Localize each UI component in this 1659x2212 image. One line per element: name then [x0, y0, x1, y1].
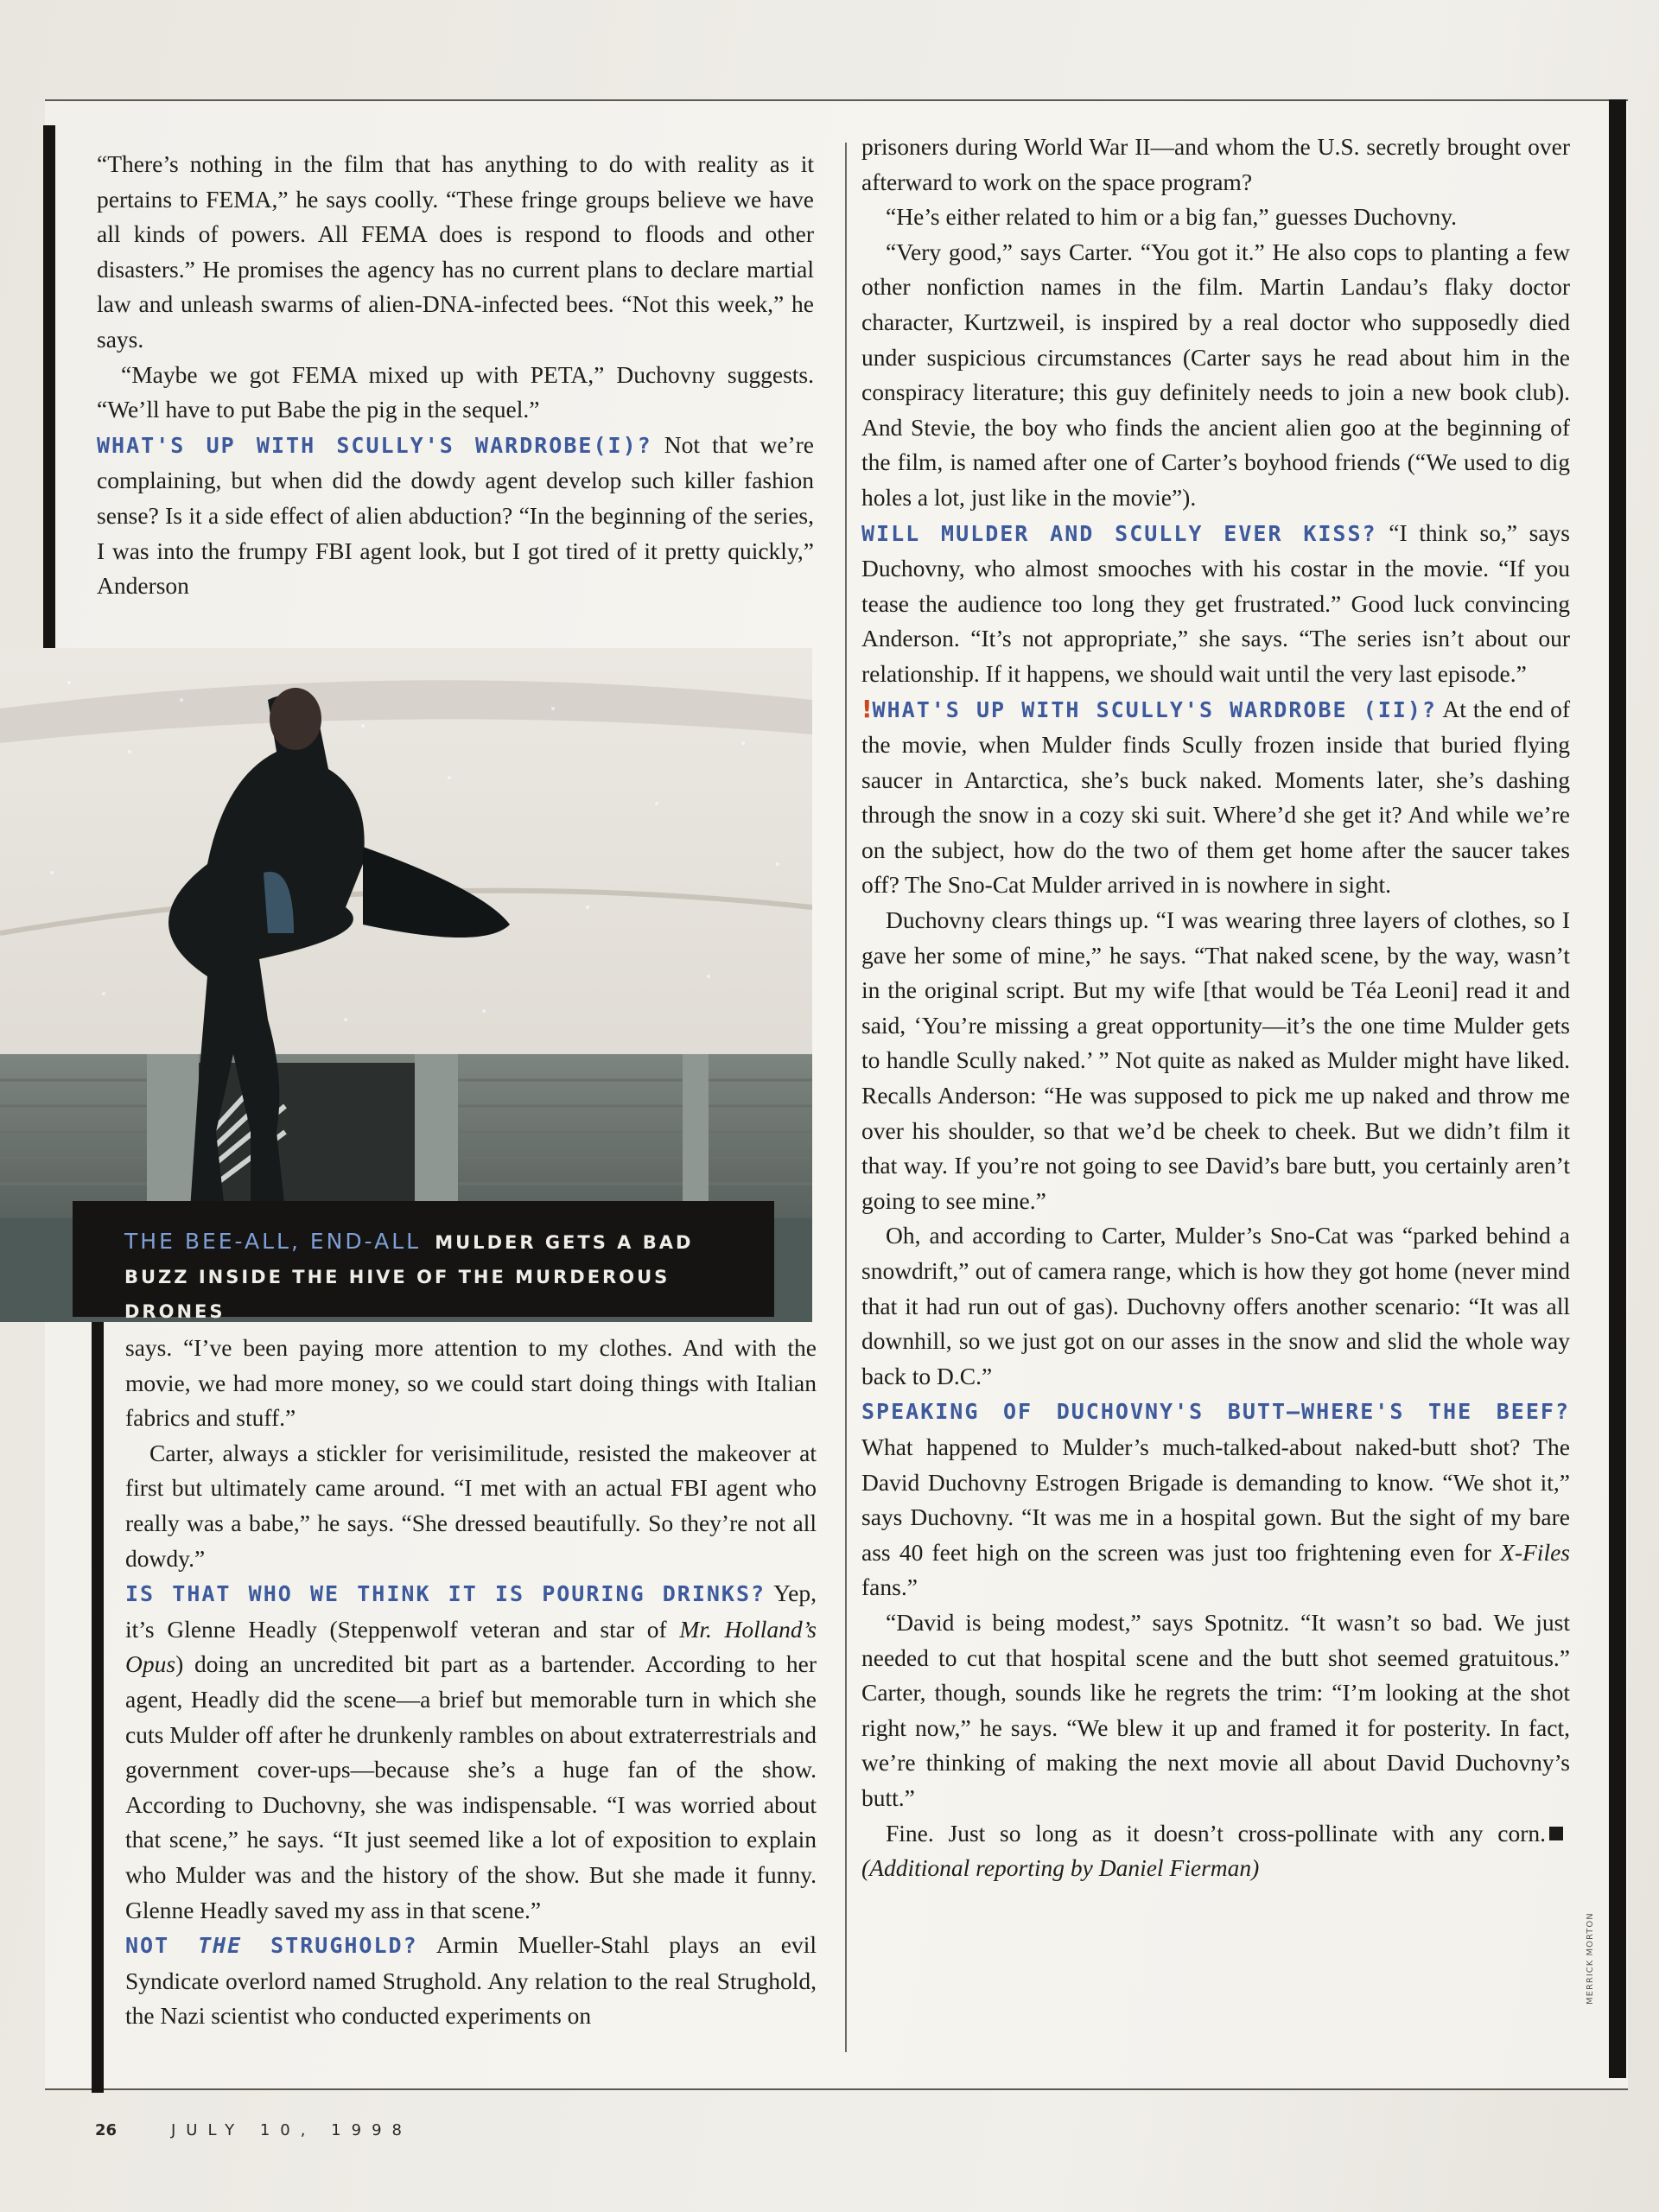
right-rule — [1609, 99, 1626, 2078]
caption-title: THE BEE-ALL, END-ALL — [124, 1229, 422, 1254]
paragraph-text: Yep, it’s Glenne Headly (Steppenwolf veteran and star of — [125, 1580, 817, 1643]
section-heading: WHAT'S UP WITH SCULLY'S WARDROBE (II)? — [872, 696, 1437, 722]
paragraph: Oh, and according to Carter, Mulder’s Sno-Cat was “parked behind a snowdrift,” out of camera range, which is how they got home (never mind that it had run out of gas). Duchovny offers another scenario: “It was all downhill, so we just got on our asses in the snow and slid the whole way back to D.C.” — [861, 1222, 1570, 1389]
section-heading: SPEAKING OF DUCHOVNY'S BUTT—WHERE'S THE BEEF? — [861, 1399, 1570, 1425]
paragraph-text: What happened to Mulder’s much-talked-about naked-butt shot? The David Duchovny Estrogen Brigade is demanding to know. “We shot it,” says Duchovny. “It was me in a hospital gown. But the sight of my bare ass 40 feet high on the screen was just too frightening even for — [861, 1433, 1570, 1566]
reporting-credit: (Additional reporting by Daniel Fierman) — [861, 1854, 1260, 1882]
section-heading: WHAT'S UP WITH SCULLY'S WARDROBE(I)? — [97, 432, 652, 458]
left-column-bottom — [125, 1331, 817, 2034]
heading-part: STRUGHOLD? — [242, 1933, 418, 1959]
paragraph: “David is being modest,” says Spotnitz. “It wasn’t so bad. We just needed to cut that hospital scene and the butt shot seemed gratuitous.” Carter, though, sounds like he regrets the trim: “I’m looking at the shot right now,” he says. “We blew it up and framed it for posterity. In fact, we’re thinking of making the next movie all about David Duchovny’s butt.” — [861, 1608, 1570, 1811]
paragraph-text: Not that we’re complaining, but when did the dowdy agent develop such killer fashion sense? Is it a side effect of alien abduction? “In the beginning of the series, I was into the frumpy FBI agent look, but I got tired of it pretty quickly,” Anderson — [97, 430, 814, 600]
section-heading: IS THAT WHO WE THINK IT IS POURING DRINKS? — [125, 1581, 766, 1607]
italic-title: Mr. Holland’s Opus — [125, 1615, 817, 1678]
paragraph — [125, 1928, 817, 2034]
right-column — [861, 130, 1570, 1886]
paragraph: “He’s either related to him or a big fan,” guesses Duchovny. — [886, 203, 1458, 231]
left-rule-top — [43, 125, 55, 661]
paragraph: “There’s nothing in the film that has anything to do with reality as it pertains to FEMA,” he says coolly. “These fringe groups believe we have all kinds of powers. All FEMA does is respond to floods and other disasters.” He promises the agency has no current plans to declare martial law and unleash swarms of alien-DNA-infected bees. “Not this week,” he says. — [97, 150, 814, 353]
paragraph — [861, 516, 1570, 692]
paragraph-text: Fine. Just so long as it doesn’t cross-pollinate with any corn. — [886, 1819, 1546, 1847]
paragraph-text: At the end of the movie, when Mulder finds Scully frozen inside that buried flying saucer in Antarctica, she’s buck naked. Moments later, she’s dashing through the snow in a cozy ski suit. Where’d she get it? And while we’re on the subject, how do the two of them get home after the saucer takes off? The Sno-Cat Mulder arrived in is nowhere in sight. — [861, 695, 1570, 899]
heading-part: NOT — [125, 1933, 199, 1959]
photo-caption — [73, 1201, 774, 1322]
paragraph: Carter, always a stickler for verisimilitude, resisted the makeover at first but ultimately came around. “I met with an actual FBI agent who really was a babe,” he says. “She dressed beautifully. So they’re not all dowdy.” — [125, 1439, 817, 1572]
heading-italic: THE — [198, 1933, 243, 1959]
paragraph — [125, 1576, 817, 1928]
italic-title: X-Files — [1500, 1538, 1570, 1566]
paragraph — [97, 428, 814, 604]
column-divider — [845, 143, 847, 2052]
paragraph: “Maybe we got FEMA mixed up with PETA,” Duchovny suggests. “We’ll have to put Babe the pig in the sequel.” — [97, 360, 814, 423]
paragraph — [861, 692, 1570, 904]
paragraph: “Very good,” says Carter. “You got it.” He also cops to planting a few other nonfiction names in the film. Martin Landau’s flaky doctor character, Kurtzweil, is inspired by a real doctor who supposedly died under suspicious circumstances (Carter says he read about him in the conspiracy literature; this guy definitely needs to join a new book club). And Stevie, the boy who finds the ancient alien goo at the beginning of the film, is named after one of Carter’s boyhood friends (“We used to dig holes a lot, just like in the movie”). — [861, 238, 1570, 511]
left-rule-bottom — [92, 1306, 104, 2093]
paragraph-text: fans.” — [861, 1573, 918, 1601]
left-column-top — [97, 147, 814, 604]
paragraph: Duchovny clears things up. “I was wearing three layers of clothes, so I gave her some of mine,” he says. “That naked scene, by the way, wasn’t in the original script. But my wife [that would be Téa Leoni] read it and said, ‘You’re missing a great opportunity—it’s the one time Mulder gets to handle Scully naked.’ ” Not quite as naked as Mulder might have liked. Recalls Anderson: “He was supposed to pick me up naked and throw me over his shoulder, so that we’d be cheek to cheek. But we didn’t film it that way. If you’re not going to see David’s bare butt, you certainly aren’t going to see mine.” — [861, 906, 1570, 1214]
photo-credit: MERRICK MORTON — [1586, 1912, 1595, 2005]
caption-line: BUZZ INSIDE THE HIVE OF THE MURDEROUS DRONES — [124, 1267, 671, 1322]
paragraph: prisoners during World War II—and whom the U.S. secretly brought over afterward to work on the space program? — [861, 133, 1570, 195]
caption-line: MULDER GETS A BAD — [435, 1232, 694, 1253]
page-number: 26 — [95, 2121, 118, 2139]
paragraph-text: ) doing an uncredited bit part as a bartender. According to her agent, Headly did the scene—a brief but memorable turn in which she cuts Mulder off after he drunkenly rambles on about extraterrestrials and government cover-ups—because she’s a huge fan of the show. According to Duchovny, she was indispensable. “I was worried about that scene,” he says. “It just seemed like a lot of exposition to explain who Mulder was and the history of the show. But she made it funny. Glenne Headly saved my ass in that scene.” — [125, 1650, 817, 1923]
section-heading — [125, 1933, 418, 1958]
paragraph: says. “I’ve been paying more attention to my clothes. And with the movie, we had more money, so we could start doing things with Italian fabrics and stuff.” — [125, 1334, 817, 1432]
paragraph-text: Armin Mueller-Stahl plays an evil Syndicate overlord named Strughold. Any relation to the real Strughold, the Nazi scientist who conducted experiments on — [125, 1931, 817, 2030]
exclamation-mark: ! — [861, 695, 873, 723]
paragraph — [861, 1816, 1570, 1886]
section-heading: WILL MULDER AND SCULLY EVER KISS? — [861, 520, 1377, 546]
issue-date: JULY 10, 1998 — [171, 2121, 412, 2139]
paragraph-text: “I think so,” says Duchovny, who almost smooches with his costar in the movie. “If you tease the audience too long they get frustrated.” Good luck convincing Anderson. “It’s not appropriate,” she says. “The series isn’t about our relationship. If it happens, we should wait until the very last episode.” — [861, 518, 1570, 687]
end-mark-icon — [1549, 1827, 1563, 1840]
paragraph — [861, 1394, 1570, 1605]
